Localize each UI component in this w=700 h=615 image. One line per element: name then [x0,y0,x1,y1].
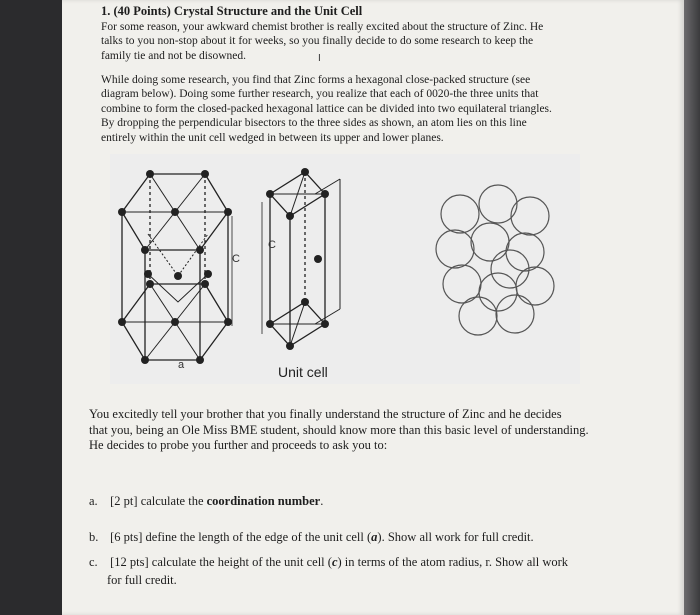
question-letter: a. [89,494,98,508]
label-c-right: C [268,239,276,251]
question-text-end: ) in terms of the atom radius, r. Show all work [337,555,569,569]
label-c-left: C [232,253,240,265]
stray-cursor-mark: I [318,53,321,64]
research-line: While doing some research, you find that Zinc forms a hexagonal close-packed structure (see [101,74,531,86]
question-continuation: for full credit. [107,573,177,587]
question-c [89,553,609,589]
page-edge-shadow [684,0,700,615]
problem-title: 1. (40 Points) Crystal Structure and the Unit Cell [101,4,363,18]
hcp-diagram [110,154,580,384]
research-line: combine to form the closed-packed hexagonal lattice can be divided into two equilateral triangles. [101,102,552,115]
research-line: By dropping the perpendicular bisectors to the three sides as shown, an atom lies on this line [101,117,527,130]
followup-line: He decides to probe you further and proceeds to ask you to: [89,438,388,452]
label-a: a [178,359,185,371]
question-keyword: c [331,555,338,569]
question-keyword: coordination number [206,494,321,508]
question-text: calculate the height of the unit cell ( [151,555,332,569]
followup-line: that you, being an Ole Miss BME student, should know more than this basic level of understanding. [89,422,589,437]
followup-paragraph [89,407,594,454]
close-packed-spheres [436,185,554,335]
intro-line: family tie and not be disowned. [101,49,246,62]
question-text-end: ). Show all work for full credit. [377,530,534,544]
question-text: calculate the [140,494,204,508]
question-b [89,530,534,545]
hcp-lattice-drawing [122,172,340,360]
question-points: [6 pts] [110,530,143,544]
research-paragraph [101,73,576,145]
research-line: entirely within the unit cell wedged in between its upper and lower planes. [101,131,444,144]
question-keyword: a [371,530,378,544]
question-a [89,494,323,509]
intro-line: For some reason, your awkward chemist brother is really excited about the structure of Zinc. He [101,21,544,33]
figure-caption: Unit cell [278,364,328,380]
research-line: diagram below). Doing some further research, you realize that each of 0020-the three units that [101,88,539,101]
intro-line: talks to you non-stop about it for weeks, so you finally decide to do some research to keep the [101,35,534,48]
question-points: [2 pt] [110,494,138,508]
question-letter: c. [89,555,98,569]
intro-paragraph [101,20,576,63]
question-text-end: . [320,494,324,508]
question-text: define the length of the edge of the unit cell ( [145,530,372,544]
hcp-diagram-svg [110,154,580,384]
question-letter: b. [89,530,99,544]
followup-line: You excitedly tell your brother that you finally understand the structure of Zinc and he decides [89,407,562,421]
question-points: [12 pts] [110,555,149,569]
